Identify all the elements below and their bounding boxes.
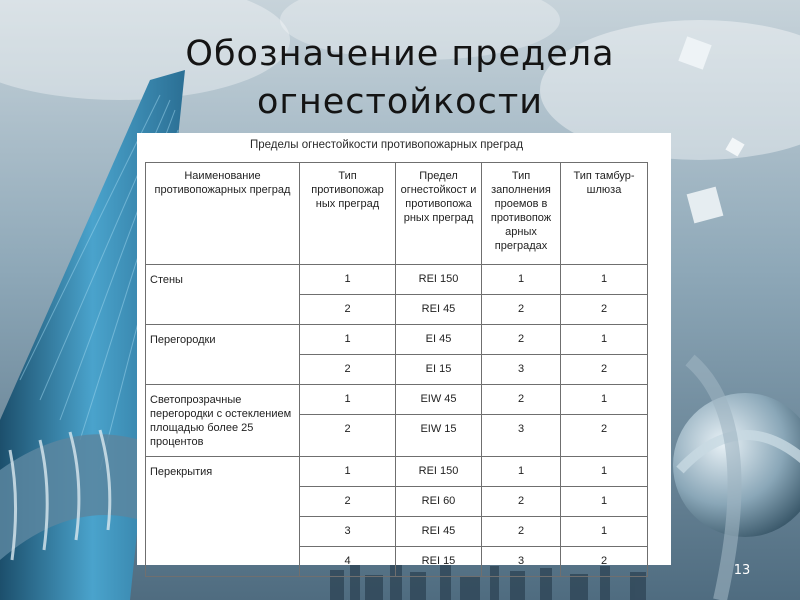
cell-airlock-type: 2 [561,547,648,577]
table-row [146,265,648,295]
cell-fill-type: 2 [482,295,561,325]
cell-airlock-type: 2 [561,295,648,325]
cell-fill-type: 2 [482,325,561,355]
cell-airlock-type: 2 [561,355,648,385]
cell-resistance: REI 45 [396,295,482,325]
cell-resistance: REI 150 [396,457,482,487]
cell-resistance: EIW 45 [396,385,482,415]
cell-fill-type: 3 [482,415,561,457]
cell-airlock-type: 1 [561,325,648,355]
group-name-floors: Перекрытия [146,457,300,577]
cell-resistance: REI 150 [396,265,482,295]
slide-title [120,30,680,126]
group-name-partitions: Перегородки [146,325,300,385]
slide-number: 13 [733,563,751,578]
cell-type: 1 [300,265,396,295]
cell-type: 4 [300,547,396,577]
cell-fill-type: 2 [482,517,561,547]
cell-airlock-type: 1 [561,487,648,517]
header-opening-fill-type: Тип заполнения проемов в противопож арных преградах [482,163,561,265]
cell-resistance: EI 45 [396,325,482,355]
cell-airlock-type: 1 [561,265,648,295]
cell-fill-type: 2 [482,385,561,415]
cell-airlock-type: 2 [561,415,648,457]
header-fire-resistance: Предел огнестойкост и противопожа рных преград [396,163,482,265]
cell-type: 1 [300,385,396,415]
group-name-walls: Стены [146,265,300,325]
cell-type: 2 [300,487,396,517]
fire-barrier-table [145,162,648,577]
cell-type: 2 [300,355,396,385]
cell-type: 3 [300,517,396,547]
cell-airlock-type: 1 [561,517,648,547]
cell-airlock-type: 1 [561,457,648,487]
cell-resistance: REI 45 [396,517,482,547]
table-row [146,457,648,487]
cell-fill-type: 3 [482,547,561,577]
cell-fill-type: 2 [482,487,561,517]
cell-resistance: EI 15 [396,355,482,385]
header-barrier-type: Тип противопожар ных преград [300,163,396,265]
cell-type: 2 [300,415,396,457]
cell-resistance: REI 60 [396,487,482,517]
cell-type: 1 [300,325,396,355]
slide-title-line-2: огнестойкости [257,82,543,122]
cell-airlock-type: 1 [561,385,648,415]
cell-resistance: REI 15 [396,547,482,577]
header-airlock-type: Тип тамбур-шлюза [561,163,648,265]
table-row [146,385,648,415]
group-name-glazed-partitions: Светопрозрачные перегородки с остеклением площадью более 25 процентов [146,385,300,457]
slide-title-line-1: Обозначение предела [185,34,615,74]
cell-type: 2 [300,295,396,325]
cell-resistance: EIW 15 [396,415,482,457]
cell-type: 1 [300,457,396,487]
table-caption: Пределы огнестойкости противопожарных преград [250,139,524,151]
header-barrier-name: Наименование противопожарных преград [146,163,300,265]
cell-fill-type: 1 [482,457,561,487]
table-header-row [146,163,648,265]
cell-fill-type: 1 [482,265,561,295]
cell-fill-type: 3 [482,355,561,385]
table-row [146,325,648,355]
